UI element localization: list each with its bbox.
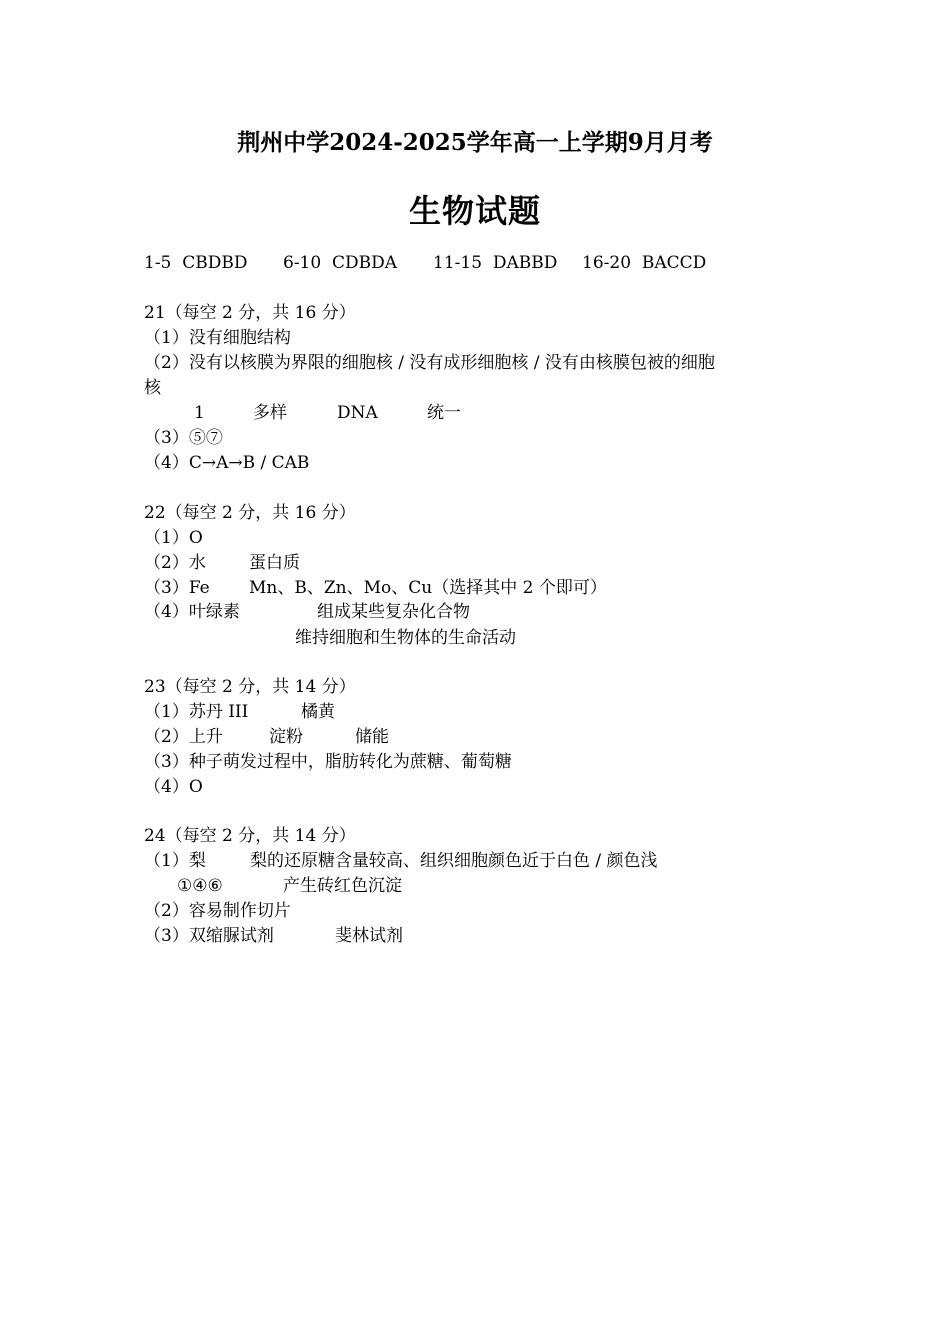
q23-part1 <box>144 701 444 723</box>
choice-answers: CDBDA <box>332 253 398 273</box>
q22-part3 <box>144 577 704 599</box>
choice-answers: CBDBD <box>182 253 248 273</box>
q23-part2-a: （2）上升 <box>144 727 223 747</box>
q23-heading: 23（每空 2 分，共 14 分） <box>144 677 356 697</box>
q24-part3-a: （3）双缩脲试剂 <box>144 926 274 946</box>
q23-part3: （3）种子萌发过程中，脂肪转化为蔗糖、葡萄糖 <box>144 752 512 772</box>
q22-part4-b: 组成某些复杂化合物 <box>317 602 470 622</box>
q21-part2: （2）没有以核膜为界限的细胞核 / 没有成形细胞核 / 没有由核膜包被的细胞 <box>144 353 715 373</box>
q24-part1-a: （1）梨 <box>144 851 206 871</box>
choice-group-2 <box>283 252 397 274</box>
q22-part3-a: （3）Fe <box>144 578 210 598</box>
q24-part2: （2）容易制作切片 <box>144 901 291 921</box>
q24-heading: 24（每空 2 分，共 14 分） <box>144 826 356 846</box>
q24-part1-c: ①④⑥ <box>177 876 223 896</box>
q22-part4-cont: 维持细胞和生物体的生命活动 <box>295 628 516 648</box>
q21-blank-1: 1 <box>194 403 205 423</box>
document-title: 荆州中学2024-2025学年高一上学期9月月考 <box>237 129 713 156</box>
q21-part3: （3）⑤⑦ <box>144 428 223 448</box>
q23-part1-b: 橘黄 <box>301 702 335 722</box>
document-subtitle: 生物试题 <box>408 192 541 230</box>
q21-part2-blanks <box>144 402 544 424</box>
q22-part4-a: （4）叶绿素 <box>144 602 240 622</box>
q21-blank-2: 多样 <box>253 403 287 423</box>
q23-part1-a: （1）苏丹 III <box>144 702 249 722</box>
choice-answers: DABBD <box>492 253 558 273</box>
q22-part4 <box>144 601 544 623</box>
q21-blank-4: 统一 <box>427 403 461 423</box>
q21-part4: （4）C→A→B / CAB <box>144 453 310 473</box>
choice-group-1 <box>144 252 247 274</box>
q22-part1: （1）O <box>144 528 203 548</box>
q21-blank-3: DNA <box>337 403 378 423</box>
q23-part2 <box>144 726 444 748</box>
q24-part3-b: 斐林试剂 <box>335 926 403 946</box>
choice-group-3 <box>433 252 557 274</box>
q22-part2-b: 蛋白质 <box>249 553 300 573</box>
q24-part3 <box>144 925 444 947</box>
choice-range: 11-15 <box>433 253 483 273</box>
q21-part2-cont: 核 <box>144 378 161 398</box>
q24-part1 <box>144 850 744 872</box>
q21-part1: （1）没有细胞结构 <box>144 328 291 348</box>
q22-part3-b: Mn、B、Zn、Mo、Cu（选择其中 2 个即可） <box>249 578 607 598</box>
q23-part4: （4）O <box>144 777 203 797</box>
q22-part2 <box>144 552 544 574</box>
q23-part2-b: 淀粉 <box>269 727 303 747</box>
q24-part1-d: 产生砖红色沉淀 <box>283 876 402 896</box>
choice-answers: BACCD <box>641 253 707 273</box>
q24-part1-b: 梨的还原糖含量较高、组织细胞颜色近于白色 / 颜色浅 <box>250 851 658 871</box>
q23-part2-c: 储能 <box>355 727 389 747</box>
choice-group-4 <box>582 252 706 274</box>
choice-range: 6-10 <box>283 253 322 273</box>
q24-part1-cont <box>144 875 444 897</box>
choice-range: 1-5 <box>144 253 172 273</box>
q21-heading: 21（每空 2 分，共 16 分） <box>144 303 356 323</box>
q22-heading: 22（每空 2 分，共 16 分） <box>144 503 356 523</box>
q22-part2-a: （2）水 <box>144 553 206 573</box>
choice-range: 16-20 <box>582 253 632 273</box>
